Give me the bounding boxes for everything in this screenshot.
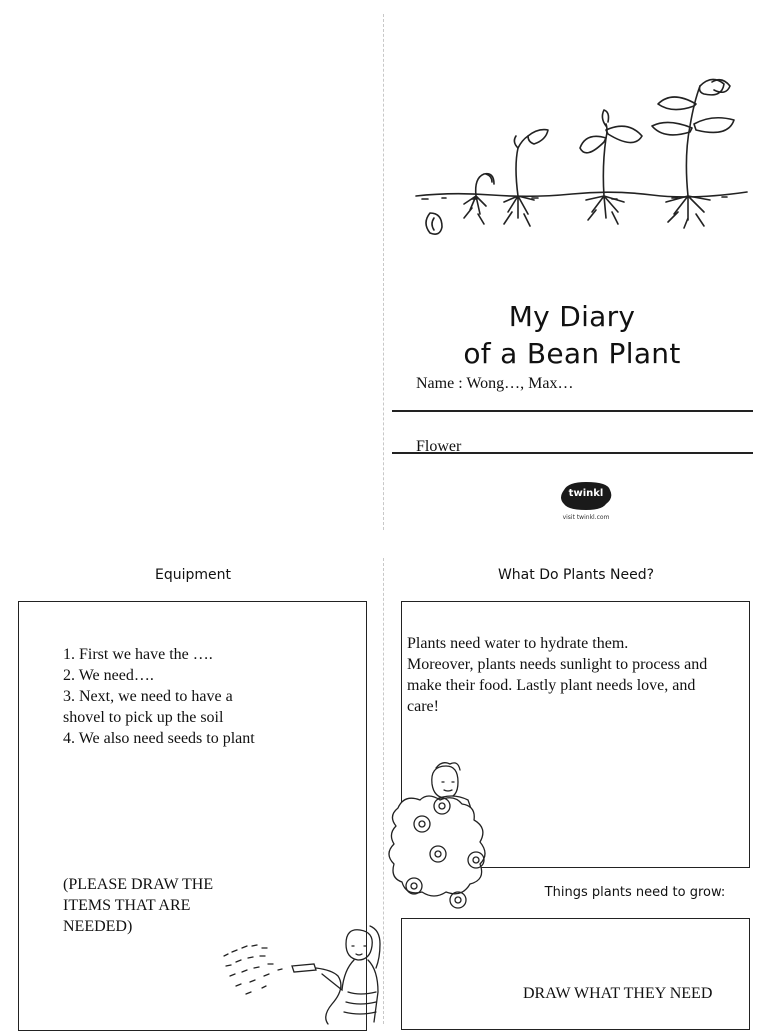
bean-growth-illustration: [412, 68, 752, 268]
twinkl-logo-text: twinkl: [568, 488, 604, 499]
class-underline: [392, 452, 753, 454]
equipment-item: 2. We need….: [63, 667, 154, 684]
draw-note-line: (PLEASE DRAW THE: [63, 876, 214, 893]
needs-line: Plants need water to hydrate them.: [407, 635, 629, 652]
needs-text: [407, 633, 752, 717]
needs-line: Moreover, plants needs sunlight to process and: [407, 656, 708, 673]
twinkl-logo-subtext: visit twinkl.com: [562, 514, 610, 521]
class-name: Flower: [416, 438, 462, 455]
draw-note-line: NEEDED): [63, 918, 133, 935]
things-plants-need-label: Things plants need to grow:: [544, 885, 726, 900]
equipment-heading: Equipment: [155, 567, 231, 583]
equipment-list: [63, 644, 353, 749]
equipment-item: 4. We also need seeds to plant: [63, 730, 255, 747]
girl-watering-drawing: [218, 916, 388, 1024]
girl-watering-illustration: [218, 916, 388, 1024]
diary-title-line-1: My Diary: [508, 300, 636, 333]
student-name: Name : Wong…, Max…: [416, 375, 574, 392]
boy-with-bush-illustration: [386, 760, 508, 928]
draw-needs-box: [401, 918, 750, 1030]
boy-with-bush-drawing: [386, 760, 508, 928]
needs-line: make their food. Lastly plant needs love, and: [407, 677, 696, 694]
twinkl-logo: [558, 480, 614, 524]
draw-what-they-need-label: DRAW WHAT THEY NEED: [523, 985, 713, 1002]
needs-line: care!: [407, 698, 439, 715]
fold-line-top: [383, 14, 384, 530]
needs-heading: What Do Plants Need?: [497, 567, 655, 583]
equipment-item: shovel to pick up the soil: [63, 709, 224, 726]
draw-note-line: ITEMS THAT ARE: [63, 897, 191, 914]
name-underline: [392, 410, 753, 412]
diary-title-line-2: of a Bean Plant: [463, 337, 681, 370]
equipment-item: 3. Next, we need to have a: [63, 688, 233, 705]
equipment-item: 1. First we have the ….: [63, 646, 213, 663]
bean-growth-drawing: [412, 68, 752, 268]
